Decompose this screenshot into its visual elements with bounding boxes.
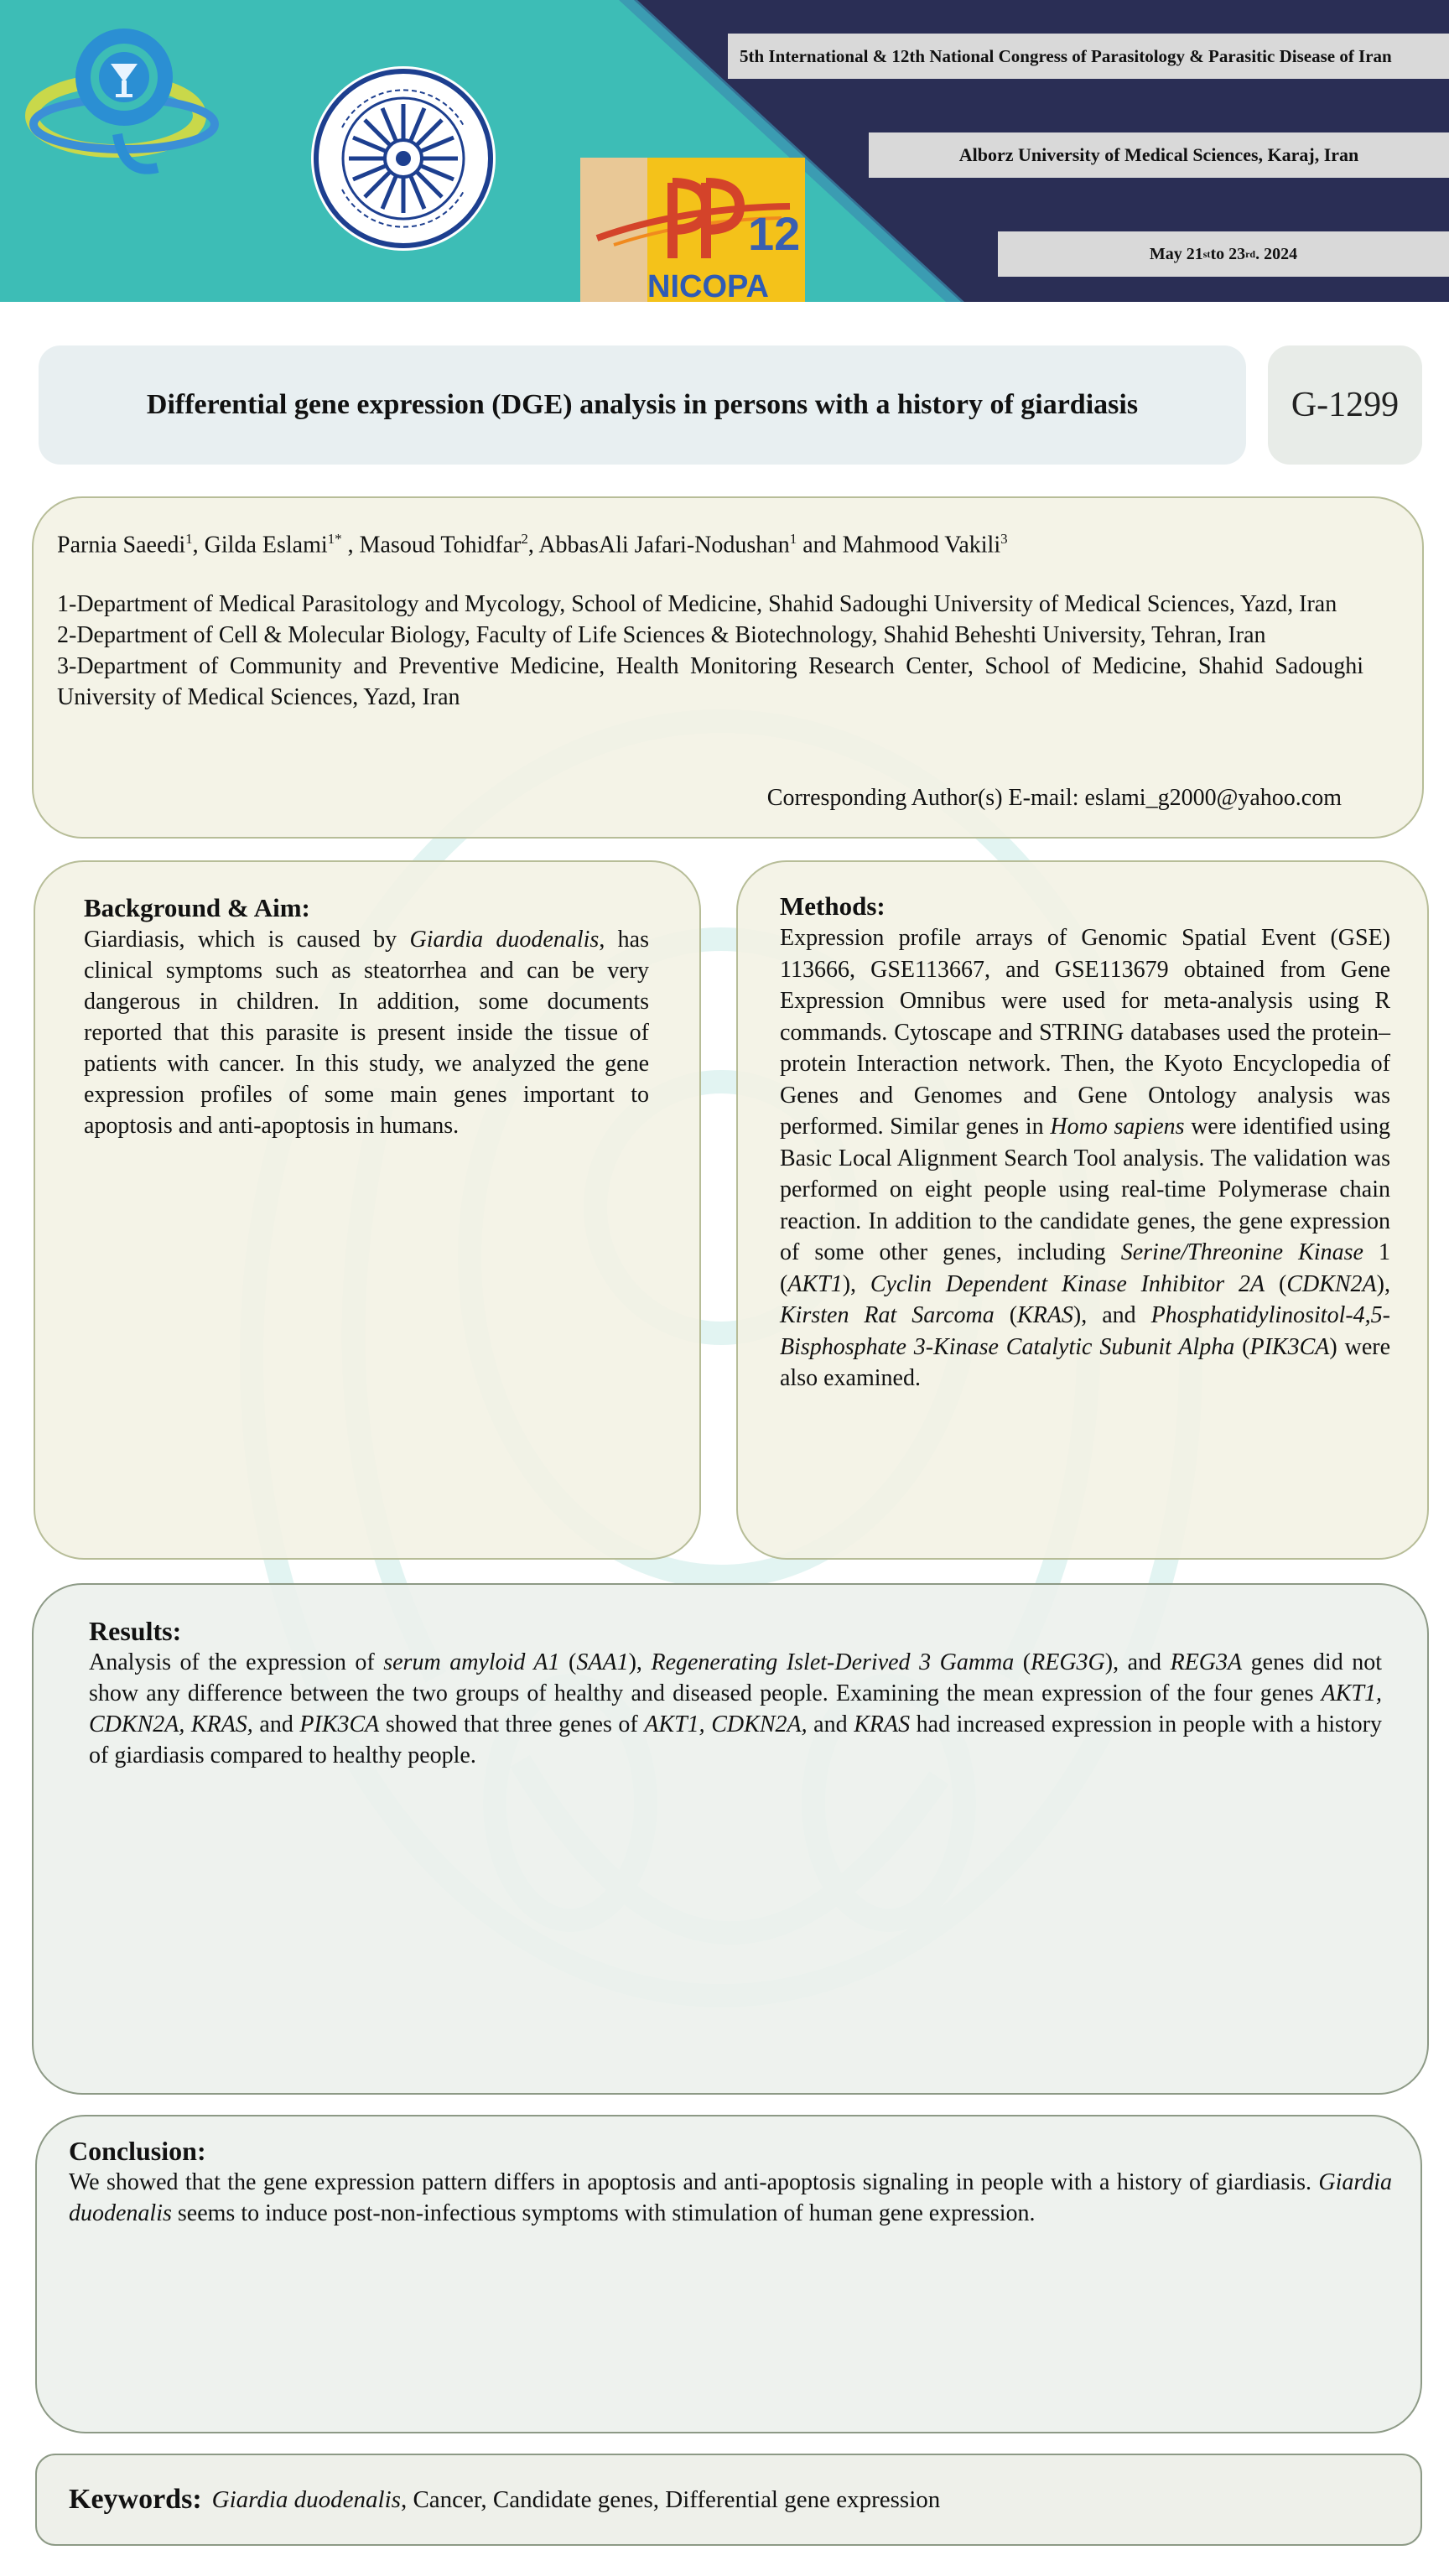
methods-text: [780, 922, 1390, 1394]
background-heading: Background & Aim:: [84, 893, 310, 922]
parasitology-society-seal-icon: [309, 64, 498, 253]
author-name: , Masoud Tohidfar: [341, 532, 522, 558]
affiliation-3: 3-Department of Community and Preventive Medicine, Health Monitoring Research Center, School of Medicine, Shahid Sadoughi University of Medical Sciences, Yazd, Iran: [57, 653, 1363, 711]
italic-term: AKT1, CDKN2A, KRAS,: [89, 1680, 1382, 1737]
italic-term: Giardia duodenalis: [211, 2485, 401, 2513]
text-run: seems to induce post-non-infectious symptoms with stimulation of human gene expression.: [171, 2200, 1036, 2226]
text-run: genes did not show any difference between the two groups of healthy and diseased people. Examining the mean expression of the four genes: [89, 1649, 1383, 1706]
text-run: ),: [628, 1649, 652, 1675]
poster-header: [0, 0, 1449, 302]
italic-term: SAA1: [576, 1649, 629, 1675]
author-affiliation-mark: 1*: [327, 531, 342, 547]
text-run: ), and: [1072, 1302, 1151, 1328]
text-run: , has clinical symptoms such as steatorrhea and can be very dangerous in children. In addition, some documents reported that this parasite is present inside the tissue of patients with cancer. In this study, we analyzed the gene expression profiles of some main genes important to apoptosis and anti-apoptosis in humans.: [84, 927, 649, 1139]
date-part: May 21: [1149, 244, 1203, 263]
text-run: and: [252, 1711, 300, 1737]
text-run: were identified using Basic Local Alignment Search Tool analysis. The validation was performed on eight people using real-time Polymerase chain reaction. In addition to the candidate genes, the gene expression of some other genes, including: [780, 1114, 1390, 1265]
author-name: , Gilda Eslami: [192, 532, 328, 558]
italic-term: Phosphatidylinositol-4,5-Bisphosphate 3-Kinase Catalytic Subunit Alpha: [780, 1302, 1391, 1360]
text-run: had increased expression in people with a history of giardiasis compared to healthy people.: [89, 1711, 1382, 1768]
italic-term: REG3A: [1170, 1649, 1243, 1675]
italic-term: PIK3CA: [299, 1711, 380, 1737]
background-text: [84, 924, 649, 1141]
italic-term: Serine/Threonine Kinase: [1120, 1239, 1363, 1265]
author-affiliation-mark: 3: [1000, 531, 1008, 547]
results-text: [89, 1647, 1382, 1771]
author-name: Parnia Saeedi: [57, 532, 186, 558]
italic-term: Giardia duodenalis: [409, 927, 600, 953]
results-heading: Results:: [89, 1616, 182, 1646]
author-affiliation-mark: 1: [185, 531, 193, 547]
university-logo-icon: [23, 17, 225, 184]
text-run: ), and: [1104, 1649, 1171, 1675]
date-sup: st: [1202, 247, 1211, 260]
italic-term: PIK3CA: [1249, 1333, 1330, 1360]
conclusion-panel: [35, 2115, 1422, 2433]
results-panel: [32, 1583, 1429, 2095]
nicopa-logo: [580, 158, 805, 302]
text-run: showed that three genes of: [379, 1711, 645, 1737]
text-run: (: [1265, 1270, 1287, 1297]
date-sup: rd: [1245, 247, 1256, 260]
poster-title: Differential gene expression (DGE) analysis in persons with a history of giardiasis: [39, 345, 1246, 465]
text-run: (: [559, 1649, 577, 1675]
italic-term: Cyclin Dependent Kinase Inhibitor 2A: [870, 1270, 1265, 1297]
date-bar: [998, 231, 1449, 277]
text-run: 1 (: [780, 1239, 1391, 1297]
methods-panel: [736, 860, 1429, 1560]
italic-term: CDKN2A: [1286, 1270, 1377, 1297]
conclusion-heading: Conclusion:: [69, 2136, 206, 2166]
keywords-text: [212, 2486, 941, 2514]
keywords-heading: Keywords:: [69, 2484, 202, 2515]
methods-heading: Methods:: [780, 891, 886, 921]
affiliation-2: 2-Department of Cell & Molecular Biology, Faculty of Life Sciences & Biotechnology, Shahid Beheshti University, Tehran, Iran: [57, 622, 1266, 649]
author-list: [57, 523, 1399, 560]
author-affiliation-mark: 2: [521, 531, 528, 547]
author-affiliation-mark: 1: [789, 531, 797, 547]
author-name: , AbbasAli Jafari-Nodushan: [527, 532, 790, 558]
italic-term: serum amyloid A1: [383, 1649, 560, 1675]
italic-term: AKT1: [787, 1270, 843, 1297]
nicopa-logo-icon: [580, 158, 805, 302]
nicopa-name-text: NICOPA: [647, 269, 769, 302]
italic-term: AKT1, CDKN2A,: [644, 1711, 808, 1737]
keywords-panel: [35, 2454, 1422, 2546]
author-name: and Mahmood Vakili: [797, 532, 1001, 558]
text-run: ),: [842, 1270, 870, 1297]
text-run: ),: [1376, 1270, 1390, 1297]
italic-term: Kirsten Rat Sarcoma: [780, 1302, 995, 1328]
text-run: ) were also examined.: [780, 1333, 1390, 1391]
conclusion-text: [69, 2167, 1392, 2229]
date-part: . 2024: [1255, 244, 1298, 263]
affiliation-1: 1-Department of Medical Parasitology and Mycology, School of Medicine, Shahid Sadoughi University of Medical Sciences, Yazd, Iran: [57, 591, 1337, 618]
italic-term: Homo sapiens: [1050, 1114, 1185, 1140]
italic-term: KRAS: [854, 1711, 911, 1737]
text-run: and: [807, 1711, 854, 1737]
text-run: Analysis of the expression of: [89, 1649, 384, 1675]
italic-term: Regenerating Islet-Derived 3 Gamma: [651, 1649, 1015, 1675]
congress-name-bar: 5th International & 12th National Congress of Parasitology & Parasitic Disease of Iran: [728, 34, 1449, 79]
italic-term: REG3G: [1031, 1649, 1105, 1675]
text-run: (: [994, 1302, 1018, 1328]
background-panel: [34, 860, 701, 1560]
italic-term: KRAS: [1017, 1302, 1073, 1328]
text-run: We showed that the gene expression pattern differs in apoptosis and anti-apoptosis signaling in people with a history of giardiasis.: [69, 2169, 1319, 2195]
abstract-code: G-1299: [1268, 345, 1422, 465]
date-part: to 23: [1210, 244, 1246, 263]
venue-bar: Alborz University of Medical Sciences, Karaj, Iran: [869, 132, 1449, 178]
text-run: Expression profile arrays of Genomic Spatial Event (GSE) 113666, GSE113667, and GSE113679 obtained from Gene Expression Omnibus were used for meta-analysis using R commands. Cytoscape and STRING databases used the protein–protein Interaction network. Then, the Kyoto Encyclopedia of Genes and Genomes and Gene Ontology analysis was performed. Similar genes in: [780, 925, 1390, 1140]
text-run: (: [1014, 1649, 1031, 1675]
corresponding-author: Corresponding Author(s) E-mail: eslami_g2000@yahoo.com: [766, 785, 1342, 811]
text-run: , Cancer, Candidate genes, Differential gene expression: [400, 2485, 941, 2513]
nicopa-number-text: 12: [748, 207, 801, 260]
text-run: Giardiasis, which is caused by: [84, 927, 410, 953]
italic-term: Giardia duodenalis: [69, 2169, 1392, 2226]
text-run: (: [1234, 1333, 1250, 1360]
authors-panel: [32, 496, 1424, 839]
